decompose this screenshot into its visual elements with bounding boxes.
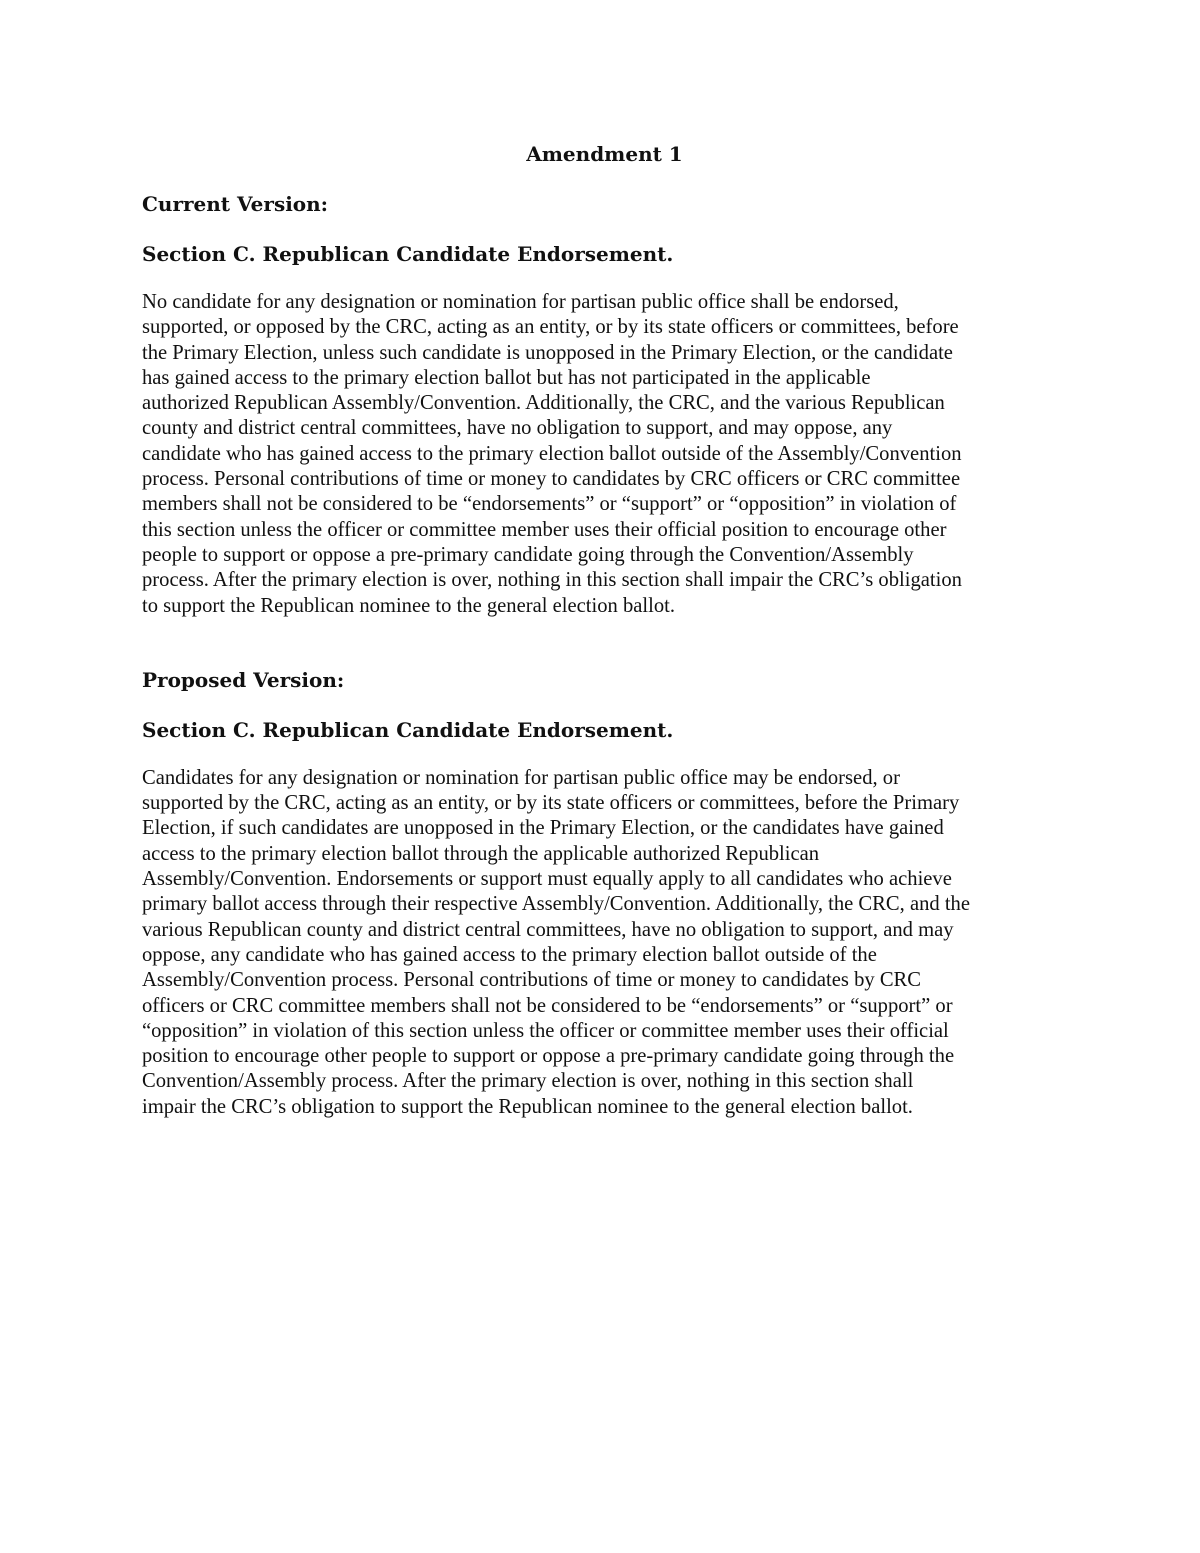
text-line: various Republican county and district central committees, have no obligation to support, and may xyxy=(142,918,954,941)
text-line: process. After the primary election is over, nothing in this section shall impair the CRC’s obligation xyxy=(142,569,962,592)
text-line: officers or CRC committee members shall not be considered to be “endorsements” or “support” or xyxy=(142,994,953,1017)
proposed-version-text xyxy=(142,766,1067,1120)
text-line: Assembly/Convention. Endorsements or support must equally apply to all candidates who achieve xyxy=(142,868,952,891)
proposed-section-title: Section C. Republican Candidate Endorsement. xyxy=(142,717,674,742)
text-line: county and district central committees, have no obligation to support, and may oppose, any xyxy=(142,417,893,440)
text-line: Convention/Assembly process. After the primary election is over, nothing in this section shall xyxy=(142,1070,914,1093)
document-page xyxy=(142,140,1067,1120)
text-line: position to encourage other people to support or oppose a pre-primary candidate going through the xyxy=(142,1045,955,1068)
text-line: Assembly/Convention process. Personal contributions of time or money to candidates by CRC xyxy=(142,969,922,992)
current-version-heading: Current Version: xyxy=(142,192,329,216)
text-line: supported, or opposed by the CRC, acting as an entity, or by its state officers or committees, before xyxy=(142,316,959,339)
current-section-title: Section C. Republican Candidate Endorsement. xyxy=(142,242,674,266)
document-title: Amendment 1 xyxy=(526,142,683,166)
proposed-version-heading: Proposed Version: xyxy=(142,667,345,692)
text-line: people to support or oppose a pre-primary candidate going through the Convention/Assembly xyxy=(142,543,914,566)
current-version-text xyxy=(142,290,1067,619)
text-line: access to the primary election ballot through the applicable authorized Republican xyxy=(142,842,820,865)
text-line: authorized Republican Assembly/Convention. Additionally, the CRC, and the various Republican xyxy=(142,392,945,415)
text-line: impair the CRC’s obligation to support the Republican nominee to the general election ballot. xyxy=(142,1095,913,1118)
text-line: to support the Republican nominee to the general election ballot. xyxy=(142,594,675,617)
text-line: the Primary Election, unless such candidate is unopposed in the Primary Election, or the candidate xyxy=(142,341,953,364)
text-line: oppose, any candidate who has gained access to the primary election ballot outside of the xyxy=(142,943,877,966)
text-line: No candidate for any designation or nomination for partisan public office shall be endorsed, xyxy=(142,291,899,313)
text-line: primary ballot access through their respective Assembly/Convention. Additionally, the CRC, and the xyxy=(142,893,970,916)
text-line: members shall not be considered to be “endorsements” or “support” or “opposition” in violation of xyxy=(142,493,957,516)
text-line: process. Personal contributions of time or money to candidates by CRC officers or CRC committee xyxy=(142,468,961,491)
section-spacer xyxy=(142,619,1067,666)
text-line: candidate who has gained access to the primary election ballot outside of the Assembly/Convention xyxy=(142,442,962,465)
text-line: has gained access to the primary election ballot but has not participated in the applicable xyxy=(142,366,871,389)
text-line: supported by the CRC, acting as an entity, or by its state officers or committees, before the Primary xyxy=(142,792,960,815)
text-line: Election, if such candidates are unopposed in the Primary Election, or the candidates have gained xyxy=(142,817,944,840)
text-line: Candidates for any designation or nomination for partisan public office may be endorsed, or xyxy=(142,766,900,789)
text-line: “opposition” in violation of this section unless the officer or committee member uses their official xyxy=(142,1019,949,1042)
text-line: this section unless the officer or committee member uses their official position to encourage other xyxy=(142,518,947,541)
